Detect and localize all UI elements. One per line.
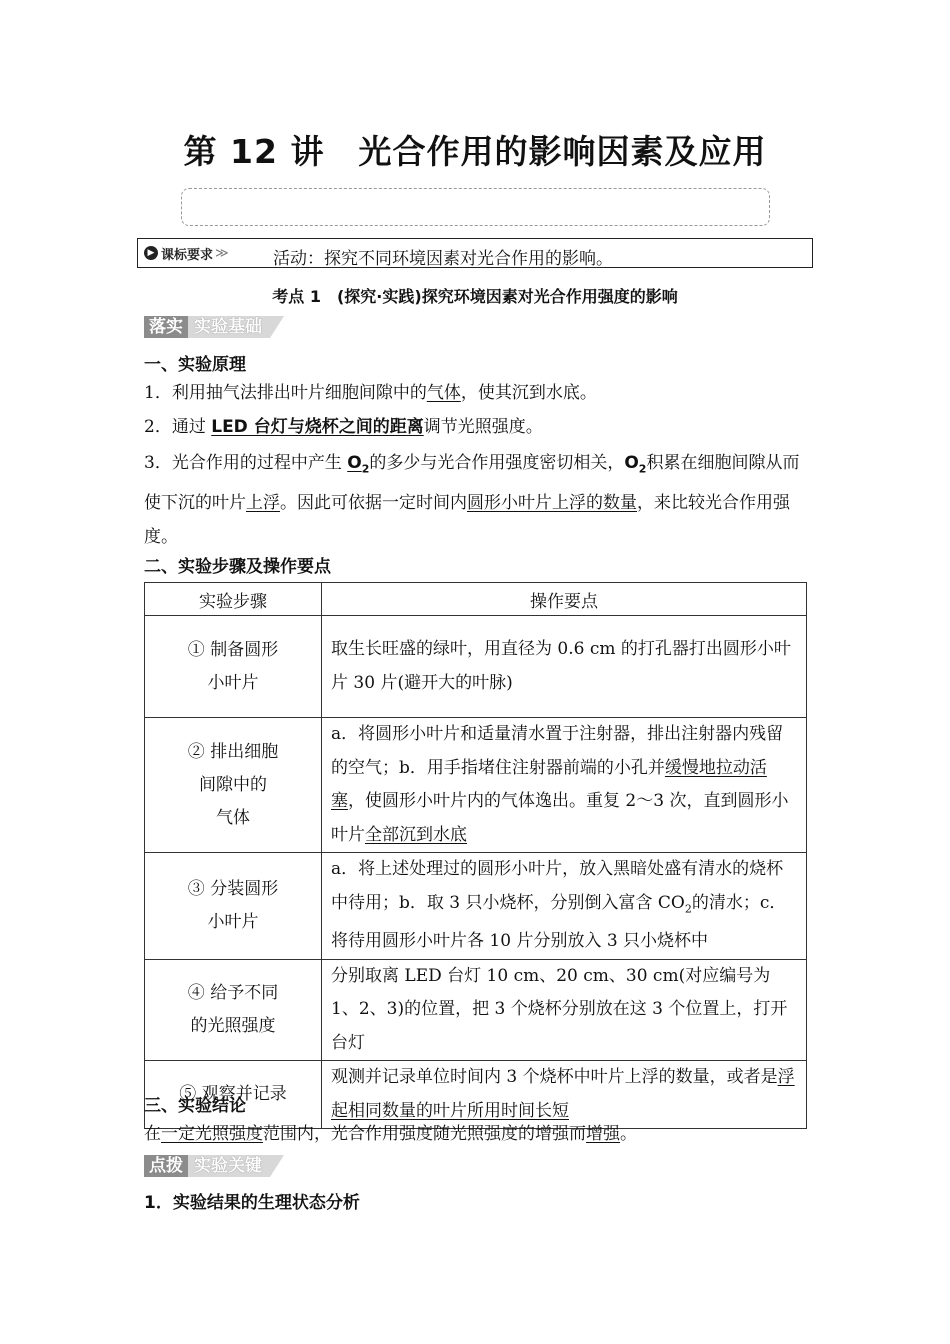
op-cell: a．将上述处理过的圆形小叶片，放入黑暗处盛有清水的烧杯中待用；b．取 3 只小烧杯，分别倒入富含 $CO_2$的清水；c．将待用圆形小叶片各 10 片分别放入 3 只小烧杯中 bbox=[322, 853, 807, 960]
table-header-step: 实验步骤 bbox=[145, 583, 322, 616]
band-label-left: 点拨 bbox=[144, 1155, 188, 1177]
principle-1: 1．利用抽气法排出叶片细胞间隙中的气体，使其沉到水底。 bbox=[144, 383, 597, 403]
section-heading-principle: 一、实验原理 bbox=[144, 355, 246, 375]
double-chevron-icon: ≫ bbox=[215, 245, 229, 261]
section-band-key bbox=[144, 1155, 284, 1177]
key-heading-1: 1．实验结果的生理状态分析 bbox=[144, 1193, 360, 1213]
requirement-box bbox=[137, 238, 813, 268]
table-row bbox=[145, 616, 807, 718]
requirement-badge-label: 课标要求 bbox=[161, 247, 214, 263]
step-cell: ③ 分装圆形 小叶片 bbox=[145, 853, 322, 960]
table-row bbox=[145, 718, 807, 853]
requirement-badge bbox=[144, 244, 229, 262]
op-cell: a．将圆形小叶片和适量清水置于注射器，排出注射器内残留的空气；b．用手指堵住注射器前端的小孔并缓慢地拉动活塞，使圆形小叶片内的气体逸出。重复 2～3 次，直到圆形小叶片全部沉到水底 bbox=[322, 718, 807, 853]
band-label-left: 落实 bbox=[144, 316, 188, 338]
principle-3: 3．光合作用的过程中产生 $O_2$的多少与光合作用强度密切相关，$O_2$积累在细胞间隙从而使下沉的叶片上浮。因此可依据一定时间内圆形小叶片上浮的数量，来比较光合作用强度。 bbox=[144, 453, 800, 548]
dashed-placeholder-box bbox=[181, 188, 770, 226]
section-heading-steps: 二、实验步骤及操作要点 bbox=[144, 557, 331, 577]
section-heading-conclusion: 三、实验结论 bbox=[144, 1096, 246, 1116]
kaodian-heading: 考点 1 (探究·实践)探究环境因素对光合作用强度的影响 bbox=[272, 287, 678, 306]
steps-table bbox=[144, 582, 807, 1129]
step-cell: ④ 给予不同 的光照强度 bbox=[145, 959, 322, 1061]
section-band-basics bbox=[144, 316, 284, 338]
requirement-text: 活动：探究不同环境因素对光合作用的影响。 bbox=[273, 249, 613, 269]
table-header-op: 操作要点 bbox=[322, 583, 807, 616]
band-label-right: 实验关键 bbox=[188, 1155, 270, 1177]
principle-2: 2．通过 LED 台灯与烧杯之间的距离调节光照强度。 bbox=[144, 417, 543, 437]
table-row bbox=[145, 853, 807, 960]
step-cell: ② 排出细胞 间隙中的 气体 bbox=[145, 718, 322, 853]
play-icon: ▶ bbox=[144, 246, 158, 260]
op-cell: 观测并记录单位时间内 3 个烧杯中叶片上浮的数量，或者是浮起相同数量的叶片所用时间长短 bbox=[322, 1061, 807, 1129]
table-header-row bbox=[145, 583, 807, 616]
op-cell: 分别取离 LED 台灯 10 cm、20 cm、30 cm(对应编号为 1、2、3)的位置，把 3 个烧杯分别放在这 3 个位置上，打开台灯 bbox=[322, 959, 807, 1061]
table-row bbox=[145, 959, 807, 1061]
page-title: 第 12 讲 光合作用的影响因素及应用 bbox=[183, 132, 767, 171]
band-label-right: 实验基础 bbox=[188, 316, 270, 338]
step-cell: ① 制备圆形 小叶片 bbox=[145, 616, 322, 718]
step-cell: ⑤ 观察并记录 bbox=[145, 1061, 322, 1129]
conclusion-text: 在一定光照强度范围内，光合作用强度随光照强度的增强而增强。 bbox=[144, 1124, 637, 1144]
op-cell: 取生长旺盛的绿叶，用直径为 0.6 cm 的打孔器打出圆形小叶片 30 片(避开大的叶脉) bbox=[322, 616, 807, 718]
